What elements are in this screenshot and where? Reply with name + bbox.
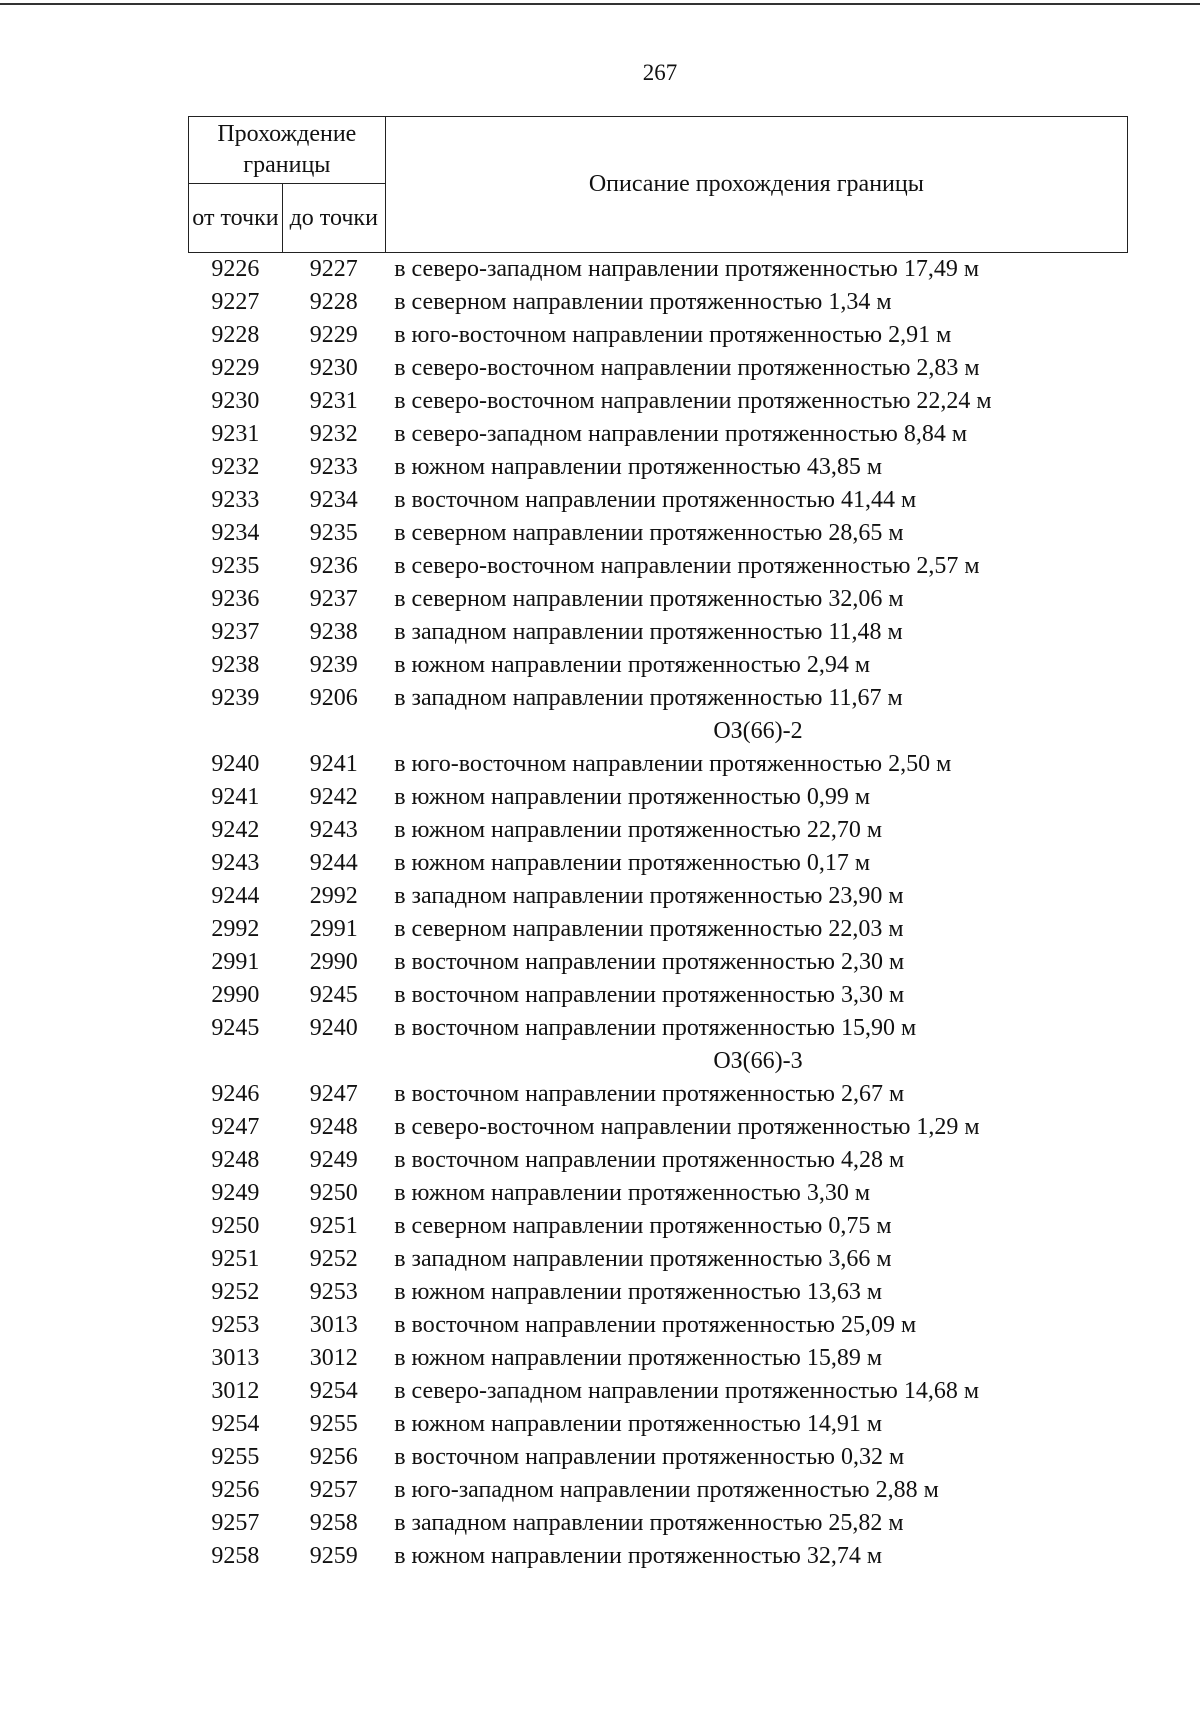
to-point-cell: 9248 (309, 1114, 358, 1140)
table-row (189, 1441, 1128, 1474)
table-row (189, 583, 1128, 616)
description-cell: в южном направлении протяженностью 32,74 м (394, 1543, 883, 1569)
to-point-cell: 9238 (309, 619, 358, 645)
table-row (189, 682, 1128, 715)
table-row (189, 484, 1128, 517)
to-point-cell: 9249 (309, 1147, 358, 1173)
description-cell: в восточном направлении протяженностью 4,28 м (394, 1147, 905, 1173)
description-cell: в западном направлении протяженностью 25,82 м (394, 1510, 904, 1536)
from-point-cell: 9250 (211, 1213, 260, 1239)
from-point-cell: 9258 (211, 1543, 260, 1569)
from-point-cell: 9241 (211, 784, 260, 810)
to-point-cell: 9231 (309, 388, 358, 414)
from-point-cell: 9230 (211, 388, 260, 414)
page-number: 267 (642, 60, 678, 85)
to-point-cell: 9232 (309, 421, 358, 447)
from-point-cell: 9242 (211, 817, 260, 843)
to-point-cell: 9240 (309, 1015, 358, 1041)
from-point-cell: 2991 (211, 949, 260, 975)
table-body (189, 253, 1128, 1574)
from-point-cell: 9245 (211, 1015, 260, 1041)
from-point-cell: 9251 (211, 1246, 260, 1272)
description-cell: в юго-восточном направлении протяженностью 2,50 м (394, 751, 952, 777)
description-cell: в северном направлении протяженностью 32,06 м (394, 586, 904, 612)
description-cell: в восточном направлении протяженностью 2,30 м (394, 949, 905, 975)
table-row (189, 1309, 1128, 1342)
table-row (189, 1507, 1128, 1540)
from-point-cell: 9240 (211, 751, 260, 777)
from-point-cell: 9229 (211, 355, 260, 381)
description-cell: в южном направлении протяженностью 0,99 м (394, 784, 871, 810)
table-row (189, 1276, 1128, 1309)
to-point-cell: 9235 (309, 520, 358, 546)
table-row (189, 880, 1128, 913)
table-row (189, 1177, 1128, 1210)
header-from-label: от точки (189, 184, 283, 253)
to-point-cell: 9258 (309, 1510, 358, 1536)
to-point-cell: 3013 (309, 1312, 358, 1338)
to-point-cell: 9244 (309, 850, 358, 876)
from-point-cell: 9255 (211, 1444, 260, 1470)
to-point-cell: 2992 (309, 883, 358, 909)
from-point-cell: 9254 (211, 1411, 260, 1437)
to-point-cell: 9242 (309, 784, 358, 810)
description-cell: в западном направлении протяженностью 11,67 м (394, 685, 903, 711)
to-point-cell: 9233 (309, 454, 358, 480)
to-point-cell: 9250 (309, 1180, 358, 1206)
table-row (189, 253, 1128, 287)
from-point-cell: 2990 (211, 982, 260, 1008)
to-point-cell: 3012 (309, 1345, 358, 1371)
table-row (189, 451, 1128, 484)
to-point-cell: 9253 (309, 1279, 358, 1305)
to-point-cell: 9252 (309, 1246, 358, 1272)
from-point-cell: 9236 (211, 586, 260, 612)
from-point-cell: 9237 (211, 619, 260, 645)
header-description-label: Описание прохождения границы (385, 117, 1127, 253)
table-row (189, 748, 1128, 781)
to-point-cell: 9227 (309, 256, 358, 282)
table-row (189, 1342, 1128, 1375)
table-row (189, 352, 1128, 385)
table-row (189, 616, 1128, 649)
from-point-cell: 9253 (211, 1312, 260, 1338)
table-row (189, 979, 1128, 1012)
to-point-cell: 9241 (309, 751, 358, 777)
description-cell: в западном направлении протяженностью 3,66 м (394, 1246, 892, 1272)
boundary-table (188, 116, 1128, 1573)
to-point-cell: 9247 (309, 1081, 358, 1107)
from-point-cell: 9235 (211, 553, 260, 579)
to-point-cell: 9229 (309, 322, 358, 348)
description-cell: в южном направлении протяженностью 22,70 м (394, 817, 883, 843)
from-point-cell: 9238 (211, 652, 260, 678)
from-point-cell: 3013 (211, 1345, 260, 1371)
from-point-cell: 9256 (211, 1477, 260, 1503)
table-row (189, 913, 1128, 946)
table-row (189, 1144, 1128, 1177)
table-row (189, 418, 1128, 451)
from-point-cell: 9231 (211, 421, 260, 447)
table-row (189, 781, 1128, 814)
table-row (189, 1375, 1128, 1408)
to-point-cell: 9237 (309, 586, 358, 612)
from-point-cell: 9252 (211, 1279, 260, 1305)
from-point-cell: 9239 (211, 685, 260, 711)
description-cell: в северном направлении протяженностью 28,65 м (394, 520, 904, 546)
from-point-cell: 3012 (211, 1378, 260, 1404)
description-cell: в южном направлении протяженностью 43,85 м (394, 454, 883, 480)
description-cell: в северо-западном направлении протяженностью 14,68 м (394, 1378, 980, 1404)
section-heading-row (189, 715, 1128, 748)
table-row (189, 649, 1128, 682)
to-point-cell: 9255 (309, 1411, 358, 1437)
to-point-cell: 9206 (309, 685, 358, 711)
description-cell: в восточном направлении протяженностью 3,30 м (394, 982, 905, 1008)
table-row (189, 1078, 1128, 1111)
from-point-cell: 9244 (211, 883, 260, 909)
to-point-cell: 2990 (309, 949, 358, 975)
description-cell: в северо-восточном направлении протяженностью 22,24 м (394, 388, 992, 414)
from-point-cell: 9233 (211, 487, 260, 513)
header-group-label: Прохождение границы (189, 117, 386, 184)
boundary-table-container (188, 116, 1128, 1573)
description-cell: в южном направлении протяженностью 15,89 м (394, 1345, 883, 1371)
table-row (189, 814, 1128, 847)
table-row (189, 385, 1128, 418)
to-point-cell: 9239 (309, 652, 358, 678)
from-point-cell: 9247 (211, 1114, 260, 1140)
description-cell: в северном направлении протяженностью 0,75 м (394, 1213, 892, 1239)
header-to-label: до точки (282, 184, 385, 253)
from-point-cell: 9234 (211, 520, 260, 546)
description-cell: в северо-восточном направлении протяженностью 2,83 м (394, 355, 980, 381)
from-point-cell: 9227 (211, 289, 260, 315)
table-row (189, 550, 1128, 583)
to-point-cell: 9236 (309, 553, 358, 579)
description-cell: в южном направлении протяженностью 2,94 м (394, 652, 871, 678)
description-cell: в южном направлении протяженностью 14,91 м (394, 1411, 883, 1437)
table-row (189, 286, 1128, 319)
from-point-cell: 9246 (211, 1081, 260, 1107)
table-row (189, 517, 1128, 550)
description-cell: в восточном направлении протяженностью 0,32 м (394, 1444, 905, 1470)
description-cell: в северо-западном направлении протяженностью 17,49 м (394, 256, 980, 282)
to-point-cell: 9257 (309, 1477, 358, 1503)
description-cell: в северо-западном направлении протяженностью 8,84 м (394, 421, 968, 447)
description-cell: в северо-восточном направлении протяженностью 2,57 м (394, 553, 980, 579)
table-row (189, 847, 1128, 880)
to-point-cell: 9234 (309, 487, 358, 513)
table-row (189, 1540, 1128, 1573)
to-point-cell: 9230 (309, 355, 358, 381)
description-cell: в западном направлении протяженностью 11,48 м (394, 619, 903, 645)
table-row (189, 1210, 1128, 1243)
to-point-cell: 9256 (309, 1444, 358, 1470)
table-row (189, 319, 1128, 352)
table-row (189, 1474, 1128, 1507)
description-cell: в западном направлении протяженностью 23,90 м (394, 883, 904, 909)
from-point-cell: 9257 (211, 1510, 260, 1536)
description-cell: в юго-восточном направлении протяженностью 2,91 м (394, 322, 952, 348)
to-point-cell: 9259 (309, 1543, 358, 1569)
from-point-cell: 9248 (211, 1147, 260, 1173)
to-point-cell: 9254 (309, 1378, 358, 1404)
description-cell: в северном направлении протяженностью 1,34 м (394, 289, 892, 315)
table-row (189, 1012, 1128, 1045)
to-point-cell: 9251 (309, 1213, 358, 1239)
section-heading: ОЗ(66)-3 (713, 1048, 803, 1074)
description-cell: в восточном направлении протяженностью 25,09 м (394, 1312, 917, 1338)
description-cell: в южном направлении протяженностью 13,63 м (394, 1279, 883, 1305)
to-point-cell: 2991 (309, 916, 358, 942)
table-row (189, 1408, 1128, 1441)
description-cell: в южном направлении протяженностью 3,30 м (394, 1180, 871, 1206)
to-point-cell: 9228 (309, 289, 358, 315)
to-point-cell: 9245 (309, 982, 358, 1008)
section-heading: ОЗ(66)-2 (713, 718, 803, 744)
section-heading-row (189, 1045, 1128, 1078)
description-cell: в восточном направлении протяженностью 2,67 м (394, 1081, 905, 1107)
from-point-cell: 9243 (211, 850, 260, 876)
table-row (189, 946, 1128, 979)
table-row (189, 1111, 1128, 1144)
from-point-cell: 9249 (211, 1180, 260, 1206)
to-point-cell: 9243 (309, 817, 358, 843)
page-top-border (0, 3, 1200, 5)
from-point-cell: 2992 (211, 916, 260, 942)
table-header (189, 117, 1128, 253)
from-point-cell: 9226 (211, 256, 260, 282)
table-row (189, 1243, 1128, 1276)
from-point-cell: 9232 (211, 454, 260, 480)
description-cell: в восточном направлении протяженностью 15,90 м (394, 1015, 917, 1041)
from-point-cell: 9228 (211, 322, 260, 348)
description-cell: в юго-западном направлении протяженностью 2,88 м (394, 1477, 939, 1503)
description-cell: в северо-восточном направлении протяженностью 1,29 м (394, 1114, 980, 1140)
description-cell: в южном направлении протяженностью 0,17 м (394, 850, 871, 876)
description-cell: в северном направлении протяженностью 22,03 м (394, 916, 904, 942)
description-cell: в восточном направлении протяженностью 41,44 м (394, 487, 917, 513)
